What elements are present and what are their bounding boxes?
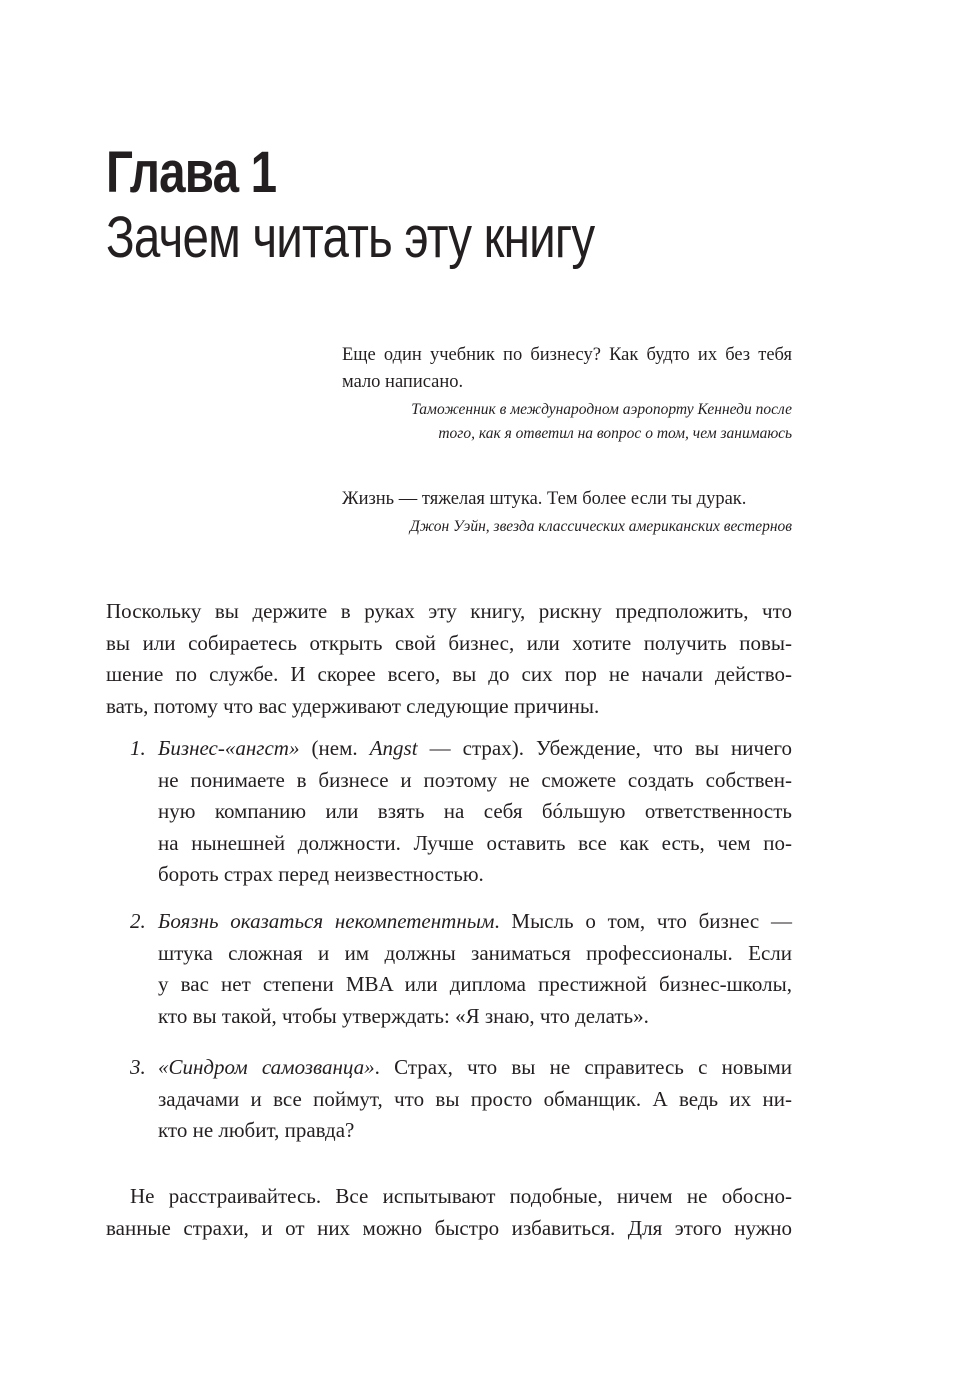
epigraph-source (342, 515, 792, 539)
list-item-number: 1. (130, 736, 146, 760)
text-line (158, 1052, 792, 1084)
text-line: бороть страх перед неизвестностью. (158, 862, 484, 886)
text-line: вать, потому что вас удерживают следующие причины. (106, 693, 600, 718)
text-line: кто вы такой, чтобы утверждать: «Я знаю, что делать». (158, 1003, 649, 1028)
text-line: на нынешней должности. Лучше оставить все как есть, чем по- (158, 830, 792, 855)
epigraph (342, 342, 792, 446)
epigraph (342, 486, 792, 539)
chapter-title: Зачем читать эту книгу (106, 205, 595, 270)
text-line: не понимаете в бизнесе и поэтому не сможете создать собствен- (158, 767, 792, 792)
chapter-number: Глава 1 (106, 140, 277, 205)
text-line: штука сложная и им должны заниматься профессионалы. Если (158, 940, 792, 965)
text-line: Не расстраивайтесь. Все испытывают подобные, ничем не обосно- (130, 1184, 792, 1208)
epigraph-source (342, 398, 792, 446)
foreign-term: Angst (369, 736, 418, 760)
list-item-number: 2. (130, 909, 146, 933)
list-item (130, 733, 792, 891)
chapter-heading (106, 140, 866, 270)
text-line: у вас нет степени MBA или диплома престижной бизнес-школы, (158, 972, 792, 996)
text-fragment: (нем. (299, 736, 370, 760)
epigraph-source-line: того, как я ответил на вопрос о том, чем занимаюсь (438, 425, 792, 442)
text-line: ванные страхи, и от них можно быстро избавиться. Для этого нужно (106, 1215, 792, 1240)
text-line (158, 733, 792, 765)
text-fragment: . Мысль о том, что бизнес — (494, 909, 792, 933)
list-item-body (158, 906, 792, 1032)
list-item (130, 1052, 792, 1147)
text-line: Поскольку вы держите в руках эту книгу, рискну предположить, что (106, 599, 792, 623)
text-fragment: . Страх, что вы не справитесь с новыми (374, 1055, 792, 1079)
text-fragment: — страх). Убеждение, что вы ничего (417, 736, 793, 760)
list-item-term: «Синдром самозванца» (158, 1055, 375, 1079)
text-line: ную компанию или взять на себя бóльшую ответственность (158, 799, 792, 823)
list-item-number: 3. (130, 1055, 146, 1079)
text-line: шение по службе. И скорее всего, вы до сих пор не начали действо- (106, 662, 792, 686)
closing-paragraph (106, 1181, 792, 1244)
list-item-term: Бизнес-«ангст» (158, 736, 300, 760)
epigraph-source-line: Таможенник в международном аэропорту Кеннеди после (411, 401, 792, 418)
epigraph-line: Жизнь — тяжелая штука. Тем более если ты дурак. (342, 489, 747, 509)
text-line: задачами и все поймут, что вы просто обманщик. А ведь их ни- (158, 1086, 792, 1111)
list-item-body (158, 1052, 792, 1147)
intro-paragraph (106, 596, 792, 722)
epigraph-text (342, 486, 792, 513)
list-item-term: Боязнь оказаться некомпетентным (158, 909, 495, 933)
epigraph-text (342, 342, 792, 396)
text-line (158, 906, 792, 938)
epigraph-line: мало написано. (342, 372, 464, 392)
list-item (130, 906, 792, 1032)
epigraph-source-line: Джон Уэйн, звезда классических американских вестернов (409, 518, 792, 535)
text-line: кто не любит, правда? (158, 1118, 355, 1142)
list-item-body (158, 733, 792, 891)
epigraph-line: Еще один учебник по бизнесу? Как будто их без тебя (342, 345, 792, 365)
text-line: вы или собираетесь открыть свой бизнес, или хотите получить повы- (106, 630, 792, 655)
